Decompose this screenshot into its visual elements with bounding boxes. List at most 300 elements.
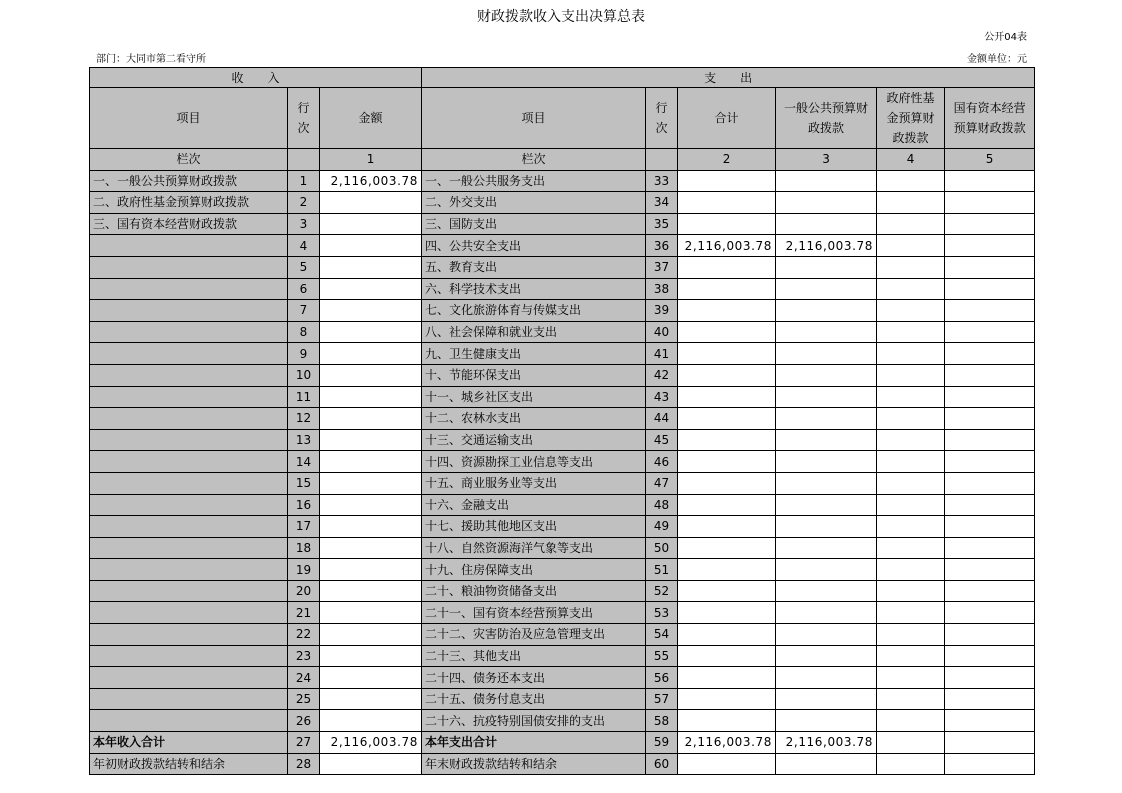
income-row-number: 2 (288, 192, 320, 214)
expense-row-number: 33 (646, 170, 678, 192)
expense-item-cell: 十八、自然资源海洋气象等支出 (422, 537, 646, 559)
state-capital-amount-cell (945, 494, 1035, 516)
total-amount-cell (678, 537, 776, 559)
income-amount-cell (320, 645, 422, 667)
income-item-cell (90, 710, 288, 732)
government-fund-amount-cell (877, 278, 945, 300)
income-item-cell: 本年收入合计 (90, 732, 288, 754)
expense-item-cell: 四、公共安全支出 (422, 235, 646, 257)
total-amount-cell (678, 645, 776, 667)
income-amount-cell (320, 451, 422, 473)
expense-item-cell: 二十二、灾害防治及应急管理支出 (422, 624, 646, 646)
expense-item-cell: 二十六、抗疫特别国债安排的支出 (422, 710, 646, 732)
government-fund-amount-cell (877, 732, 945, 754)
income-item-cell (90, 235, 288, 257)
total-amount-cell (678, 559, 776, 581)
expense-row-number: 58 (646, 710, 678, 732)
income-item-cell (90, 343, 288, 365)
state-capital-amount-cell (945, 732, 1035, 754)
income-row-number: 20 (288, 580, 320, 602)
income-row-number: 6 (288, 278, 320, 300)
income-row-number: 12 (288, 408, 320, 430)
state-capital-amount-cell (945, 472, 1035, 494)
general-budget-amount-cell (776, 710, 877, 732)
total-amount-cell (678, 624, 776, 646)
income-item-cell (90, 537, 288, 559)
table-row (90, 343, 1035, 365)
section-header-row (90, 68, 1035, 88)
table-row (90, 645, 1035, 667)
expense-lanci-label: 栏次 (422, 149, 646, 171)
general-budget-amount-cell (776, 256, 877, 278)
general-budget-amount-cell (776, 537, 877, 559)
expense-row-number: 52 (646, 580, 678, 602)
table-row (90, 516, 1035, 538)
expense-row-number: 38 (646, 278, 678, 300)
table-row (90, 278, 1035, 300)
expense-item-column-header: 项目 (422, 88, 646, 149)
income-item-cell (90, 602, 288, 624)
income-item-cell (90, 472, 288, 494)
lanci-3: 3 (776, 149, 877, 171)
general-budget-amount-cell (776, 516, 877, 538)
lanci-4: 4 (877, 149, 945, 171)
income-amount-cell (320, 602, 422, 624)
table-row (90, 429, 1035, 451)
income-row-number: 10 (288, 364, 320, 386)
general-budget-amount-cell (776, 753, 877, 775)
income-row-number: 14 (288, 451, 320, 473)
table-row (90, 559, 1035, 581)
lanci-1: 1 (320, 149, 422, 171)
expense-item-cell: 十、节能环保支出 (422, 364, 646, 386)
income-amount-cell (320, 213, 422, 235)
general-budget-amount-cell (776, 408, 877, 430)
state-capital-amount-cell (945, 580, 1035, 602)
expense-item-cell: 十一、城乡社区支出 (422, 386, 646, 408)
income-item-cell: 二、政府性基金预算财政拨款 (90, 192, 288, 214)
income-amount-cell (320, 408, 422, 430)
income-row-number: 26 (288, 710, 320, 732)
state-capital-amount-cell (945, 451, 1035, 473)
expense-row-number: 43 (646, 386, 678, 408)
state-capital-amount-cell (945, 429, 1035, 451)
table-row (90, 494, 1035, 516)
government-fund-amount-cell (877, 235, 945, 257)
government-fund-amount-cell (877, 516, 945, 538)
income-row-number: 18 (288, 537, 320, 559)
income-item-cell (90, 624, 288, 646)
expense-row-number: 47 (646, 472, 678, 494)
table-row (90, 300, 1035, 322)
table-row (90, 624, 1035, 646)
government-fund-amount-cell (877, 343, 945, 365)
general-budget-amount-cell (776, 472, 877, 494)
government-fund-amount-cell (877, 386, 945, 408)
government-fund-column-header: 政府性基金预算财政拨款 (877, 88, 945, 149)
total-amount-cell (678, 170, 776, 192)
income-item-cell (90, 300, 288, 322)
income-amount-cell (320, 235, 422, 257)
income-row-number: 1 (288, 170, 320, 192)
table-row (90, 386, 1035, 408)
income-row-number: 19 (288, 559, 320, 581)
expense-row-number: 36 (646, 235, 678, 257)
general-budget-amount-cell (776, 213, 877, 235)
state-capital-amount-cell (945, 537, 1035, 559)
carryover-row (90, 753, 1035, 775)
income-row-number: 22 (288, 624, 320, 646)
state-capital-amount-cell (945, 278, 1035, 300)
table-row (90, 364, 1035, 386)
government-fund-amount-cell (877, 624, 945, 646)
general-budget-amount-cell (776, 580, 877, 602)
total-amount-cell (678, 688, 776, 710)
expense-row-number: 54 (646, 624, 678, 646)
income-item-cell: 年初财政拨款结转和结余 (90, 753, 288, 775)
expense-row-number: 46 (646, 451, 678, 473)
total-amount-cell (678, 408, 776, 430)
general-budget-amount-cell (776, 451, 877, 473)
state-capital-amount-cell (945, 667, 1035, 689)
income-item-cell (90, 278, 288, 300)
expense-row-number: 35 (646, 213, 678, 235)
expense-item-cell: 二十四、债务还本支出 (422, 667, 646, 689)
income-amount-cell (320, 256, 422, 278)
general-budget-amount-cell (776, 192, 877, 214)
income-item-cell (90, 559, 288, 581)
state-capital-amount-cell (945, 192, 1035, 214)
general-budget-amount-cell (776, 278, 877, 300)
income-section-header: 收 入 (90, 68, 422, 88)
expense-row-number: 55 (646, 645, 678, 667)
income-amount-cell (320, 537, 422, 559)
government-fund-amount-cell (877, 472, 945, 494)
income-amount-cell (320, 429, 422, 451)
total-amount-cell (678, 667, 776, 689)
state-capital-amount-cell (945, 516, 1035, 538)
fiscal-appropriation-table (89, 67, 1035, 775)
lanci-2: 2 (678, 149, 776, 171)
total-column-header: 合计 (678, 88, 776, 149)
expense-item-cell: 十四、资源勘探工业信息等支出 (422, 451, 646, 473)
general-budget-amount-cell (776, 667, 877, 689)
income-row-number: 7 (288, 300, 320, 322)
income-item-cell (90, 321, 288, 343)
total-amount-cell (678, 516, 776, 538)
income-item-cell (90, 516, 288, 538)
expense-section-header: 支 出 (422, 68, 1035, 88)
expense-item-cell: 十九、住房保障支出 (422, 559, 646, 581)
income-row-number: 11 (288, 386, 320, 408)
income-row-number: 5 (288, 256, 320, 278)
general-budget-amount-cell (776, 300, 877, 322)
expense-item-cell: 一、一般公共服务支出 (422, 170, 646, 192)
income-amount-cell (320, 667, 422, 689)
expense-item-cell: 二十、粮油物资储备支出 (422, 580, 646, 602)
expense-item-cell: 年末财政拨款结转和结余 (422, 753, 646, 775)
income-row-number: 25 (288, 688, 320, 710)
expense-item-cell: 十三、交通运输支出 (422, 429, 646, 451)
total-amount-cell (678, 256, 776, 278)
table-row (90, 472, 1035, 494)
annual-total-row (90, 732, 1035, 754)
expense-item-cell: 九、卫生健康支出 (422, 343, 646, 365)
expense-item-cell: 五、教育支出 (422, 256, 646, 278)
income-item-cell (90, 494, 288, 516)
income-row-number: 16 (288, 494, 320, 516)
income-amount-cell (320, 386, 422, 408)
general-budget-amount-cell: 2,116,003.78 (776, 732, 877, 754)
table-row (90, 580, 1035, 602)
general-budget-column-header: 一般公共预算财政拨款 (776, 88, 877, 149)
government-fund-amount-cell (877, 321, 945, 343)
expense-row-number: 57 (646, 688, 678, 710)
expense-item-cell: 十五、商业服务业等支出 (422, 472, 646, 494)
expense-item-cell: 三、国防支出 (422, 213, 646, 235)
total-amount-cell (678, 278, 776, 300)
state-capital-amount-cell (945, 364, 1035, 386)
table-row (90, 688, 1035, 710)
table-row (90, 235, 1035, 257)
expense-item-cell: 二十一、国有资本经营预算支出 (422, 602, 646, 624)
expense-item-cell: 十六、金融支出 (422, 494, 646, 516)
total-amount-cell (678, 494, 776, 516)
income-item-cell: 三、国有资本经营财政拨款 (90, 213, 288, 235)
total-amount-cell (678, 602, 776, 624)
general-budget-amount-cell (776, 494, 877, 516)
government-fund-amount-cell (877, 494, 945, 516)
income-amount-cell (320, 559, 422, 581)
income-amount-cell (320, 710, 422, 732)
income-lanci-label: 栏次 (90, 149, 288, 171)
expense-row-number: 40 (646, 321, 678, 343)
government-fund-amount-cell (877, 170, 945, 192)
general-budget-amount-cell (776, 602, 877, 624)
state-capital-amount-cell (945, 645, 1035, 667)
general-budget-amount-cell (776, 645, 877, 667)
expense-row-number: 59 (646, 732, 678, 754)
state-capital-amount-cell (945, 300, 1035, 322)
income-amount-cell (320, 321, 422, 343)
total-amount-cell (678, 364, 776, 386)
total-amount-cell (678, 386, 776, 408)
income-amount-cell (320, 192, 422, 214)
total-amount-cell (678, 580, 776, 602)
income-amount-cell (320, 278, 422, 300)
state-capital-amount-cell (945, 343, 1035, 365)
table-row (90, 537, 1035, 559)
state-capital-amount-cell (945, 321, 1035, 343)
expense-item-cell: 十二、农林水支出 (422, 408, 646, 430)
income-item-column-header: 项目 (90, 88, 288, 149)
expense-item-cell: 十七、援助其他地区支出 (422, 516, 646, 538)
government-fund-amount-cell (877, 753, 945, 775)
expense-row-number: 60 (646, 753, 678, 775)
total-amount-cell (678, 710, 776, 732)
expense-item-cell: 二十五、债务付息支出 (422, 688, 646, 710)
income-item-cell (90, 667, 288, 689)
expense-item-cell: 七、文化旅游体育与传媒支出 (422, 300, 646, 322)
amount-unit-label: 金额单位：元 (967, 54, 1027, 65)
state-capital-column-header: 国有资本经营预算财政拨款 (945, 88, 1035, 149)
income-item-cell (90, 256, 288, 278)
total-amount-cell (678, 192, 776, 214)
expense-row-number: 34 (646, 192, 678, 214)
income-row-number: 15 (288, 472, 320, 494)
general-budget-amount-cell (776, 429, 877, 451)
income-amount-cell (320, 688, 422, 710)
total-amount-cell (678, 343, 776, 365)
column-header-row (90, 88, 1035, 149)
expense-row-number: 56 (646, 667, 678, 689)
state-capital-amount-cell (945, 710, 1035, 732)
table-row (90, 408, 1035, 430)
state-capital-amount-cell (945, 688, 1035, 710)
income-row-number: 8 (288, 321, 320, 343)
income-amount-cell (320, 580, 422, 602)
income-amount-cell (320, 624, 422, 646)
government-fund-amount-cell (877, 645, 945, 667)
state-capital-amount-cell (945, 170, 1035, 192)
income-item-cell: 一、一般公共预算财政拨款 (90, 170, 288, 192)
government-fund-amount-cell (877, 667, 945, 689)
government-fund-amount-cell (877, 537, 945, 559)
income-item-cell (90, 364, 288, 386)
income-amount-cell (320, 343, 422, 365)
general-budget-amount-cell (776, 364, 877, 386)
government-fund-amount-cell (877, 408, 945, 430)
expense-row-number: 48 (646, 494, 678, 516)
general-budget-amount-cell: 2,116,003.78 (776, 235, 877, 257)
general-budget-amount-cell (776, 170, 877, 192)
total-amount-cell (678, 472, 776, 494)
government-fund-amount-cell (877, 710, 945, 732)
state-capital-amount-cell (945, 256, 1035, 278)
lanci-5: 5 (945, 149, 1035, 171)
income-row-number: 9 (288, 343, 320, 365)
income-amount-column-header: 金额 (320, 88, 422, 149)
total-amount-cell (678, 321, 776, 343)
expense-row-number: 44 (646, 408, 678, 430)
expense-item-cell: 六、科学技术支出 (422, 278, 646, 300)
expense-row-number: 37 (646, 256, 678, 278)
income-row-number: 17 (288, 516, 320, 538)
income-row-number: 24 (288, 667, 320, 689)
state-capital-amount-cell (945, 602, 1035, 624)
table-row (90, 170, 1035, 192)
income-row-number: 23 (288, 645, 320, 667)
expense-row-number: 49 (646, 516, 678, 538)
government-fund-amount-cell (877, 602, 945, 624)
general-budget-amount-cell (776, 343, 877, 365)
table-row (90, 667, 1035, 689)
government-fund-amount-cell (877, 213, 945, 235)
government-fund-amount-cell (877, 256, 945, 278)
expense-lanci-row-blank (646, 149, 678, 171)
government-fund-amount-cell (877, 580, 945, 602)
income-amount-cell: 2,116,003.78 (320, 170, 422, 192)
general-budget-amount-cell (776, 559, 877, 581)
income-amount-cell (320, 516, 422, 538)
expense-row-number: 41 (646, 343, 678, 365)
income-amount-cell (320, 753, 422, 775)
general-budget-amount-cell (776, 624, 877, 646)
income-item-cell (90, 580, 288, 602)
state-capital-amount-cell (945, 753, 1035, 775)
expense-item-cell: 二十三、其他支出 (422, 645, 646, 667)
expense-item-cell: 八、社会保障和就业支出 (422, 321, 646, 343)
table-row (90, 192, 1035, 214)
expense-row-column-header: 行次 (646, 88, 678, 149)
income-item-cell (90, 386, 288, 408)
total-amount-cell (678, 429, 776, 451)
government-fund-amount-cell (877, 364, 945, 386)
income-lanci-row-blank (288, 149, 320, 171)
table-row (90, 321, 1035, 343)
government-fund-amount-cell (877, 559, 945, 581)
state-capital-amount-cell (945, 235, 1035, 257)
income-amount-cell (320, 364, 422, 386)
government-fund-amount-cell (877, 192, 945, 214)
general-budget-amount-cell (776, 688, 877, 710)
form-number: 公开04表 (984, 32, 1027, 43)
table-row (90, 213, 1035, 235)
total-amount-cell (678, 213, 776, 235)
general-budget-amount-cell (776, 386, 877, 408)
income-row-number: 21 (288, 602, 320, 624)
income-amount-cell (320, 494, 422, 516)
income-item-cell (90, 645, 288, 667)
income-amount-cell (320, 300, 422, 322)
total-amount-cell: 2,116,003.78 (678, 732, 776, 754)
state-capital-amount-cell (945, 624, 1035, 646)
income-item-cell (90, 429, 288, 451)
expense-item-cell: 二、外交支出 (422, 192, 646, 214)
column-index-row (90, 149, 1035, 171)
expense-row-number: 51 (646, 559, 678, 581)
expense-row-number: 42 (646, 364, 678, 386)
income-amount-cell: 2,116,003.78 (320, 732, 422, 754)
income-amount-cell (320, 472, 422, 494)
income-item-cell (90, 688, 288, 710)
government-fund-amount-cell (877, 688, 945, 710)
total-amount-cell (678, 753, 776, 775)
state-capital-amount-cell (945, 213, 1035, 235)
income-row-number: 27 (288, 732, 320, 754)
state-capital-amount-cell (945, 386, 1035, 408)
table-row (90, 602, 1035, 624)
government-fund-amount-cell (877, 429, 945, 451)
total-amount-cell (678, 300, 776, 322)
total-amount-cell: 2,116,003.78 (678, 235, 776, 257)
table-row (90, 710, 1035, 732)
table-row (90, 451, 1035, 473)
general-budget-amount-cell (776, 321, 877, 343)
government-fund-amount-cell (877, 451, 945, 473)
expense-row-number: 53 (646, 602, 678, 624)
income-item-cell (90, 408, 288, 430)
income-row-number: 13 (288, 429, 320, 451)
report-title: 财政拨款收入支出决算总表 (477, 9, 645, 25)
expense-row-number: 50 (646, 537, 678, 559)
state-capital-amount-cell (945, 559, 1035, 581)
expense-item-cell: 本年支出合计 (422, 732, 646, 754)
income-row-number: 28 (288, 753, 320, 775)
income-row-number: 3 (288, 213, 320, 235)
department-label: 部门：大同市第二看守所 (96, 54, 206, 65)
expense-row-number: 39 (646, 300, 678, 322)
